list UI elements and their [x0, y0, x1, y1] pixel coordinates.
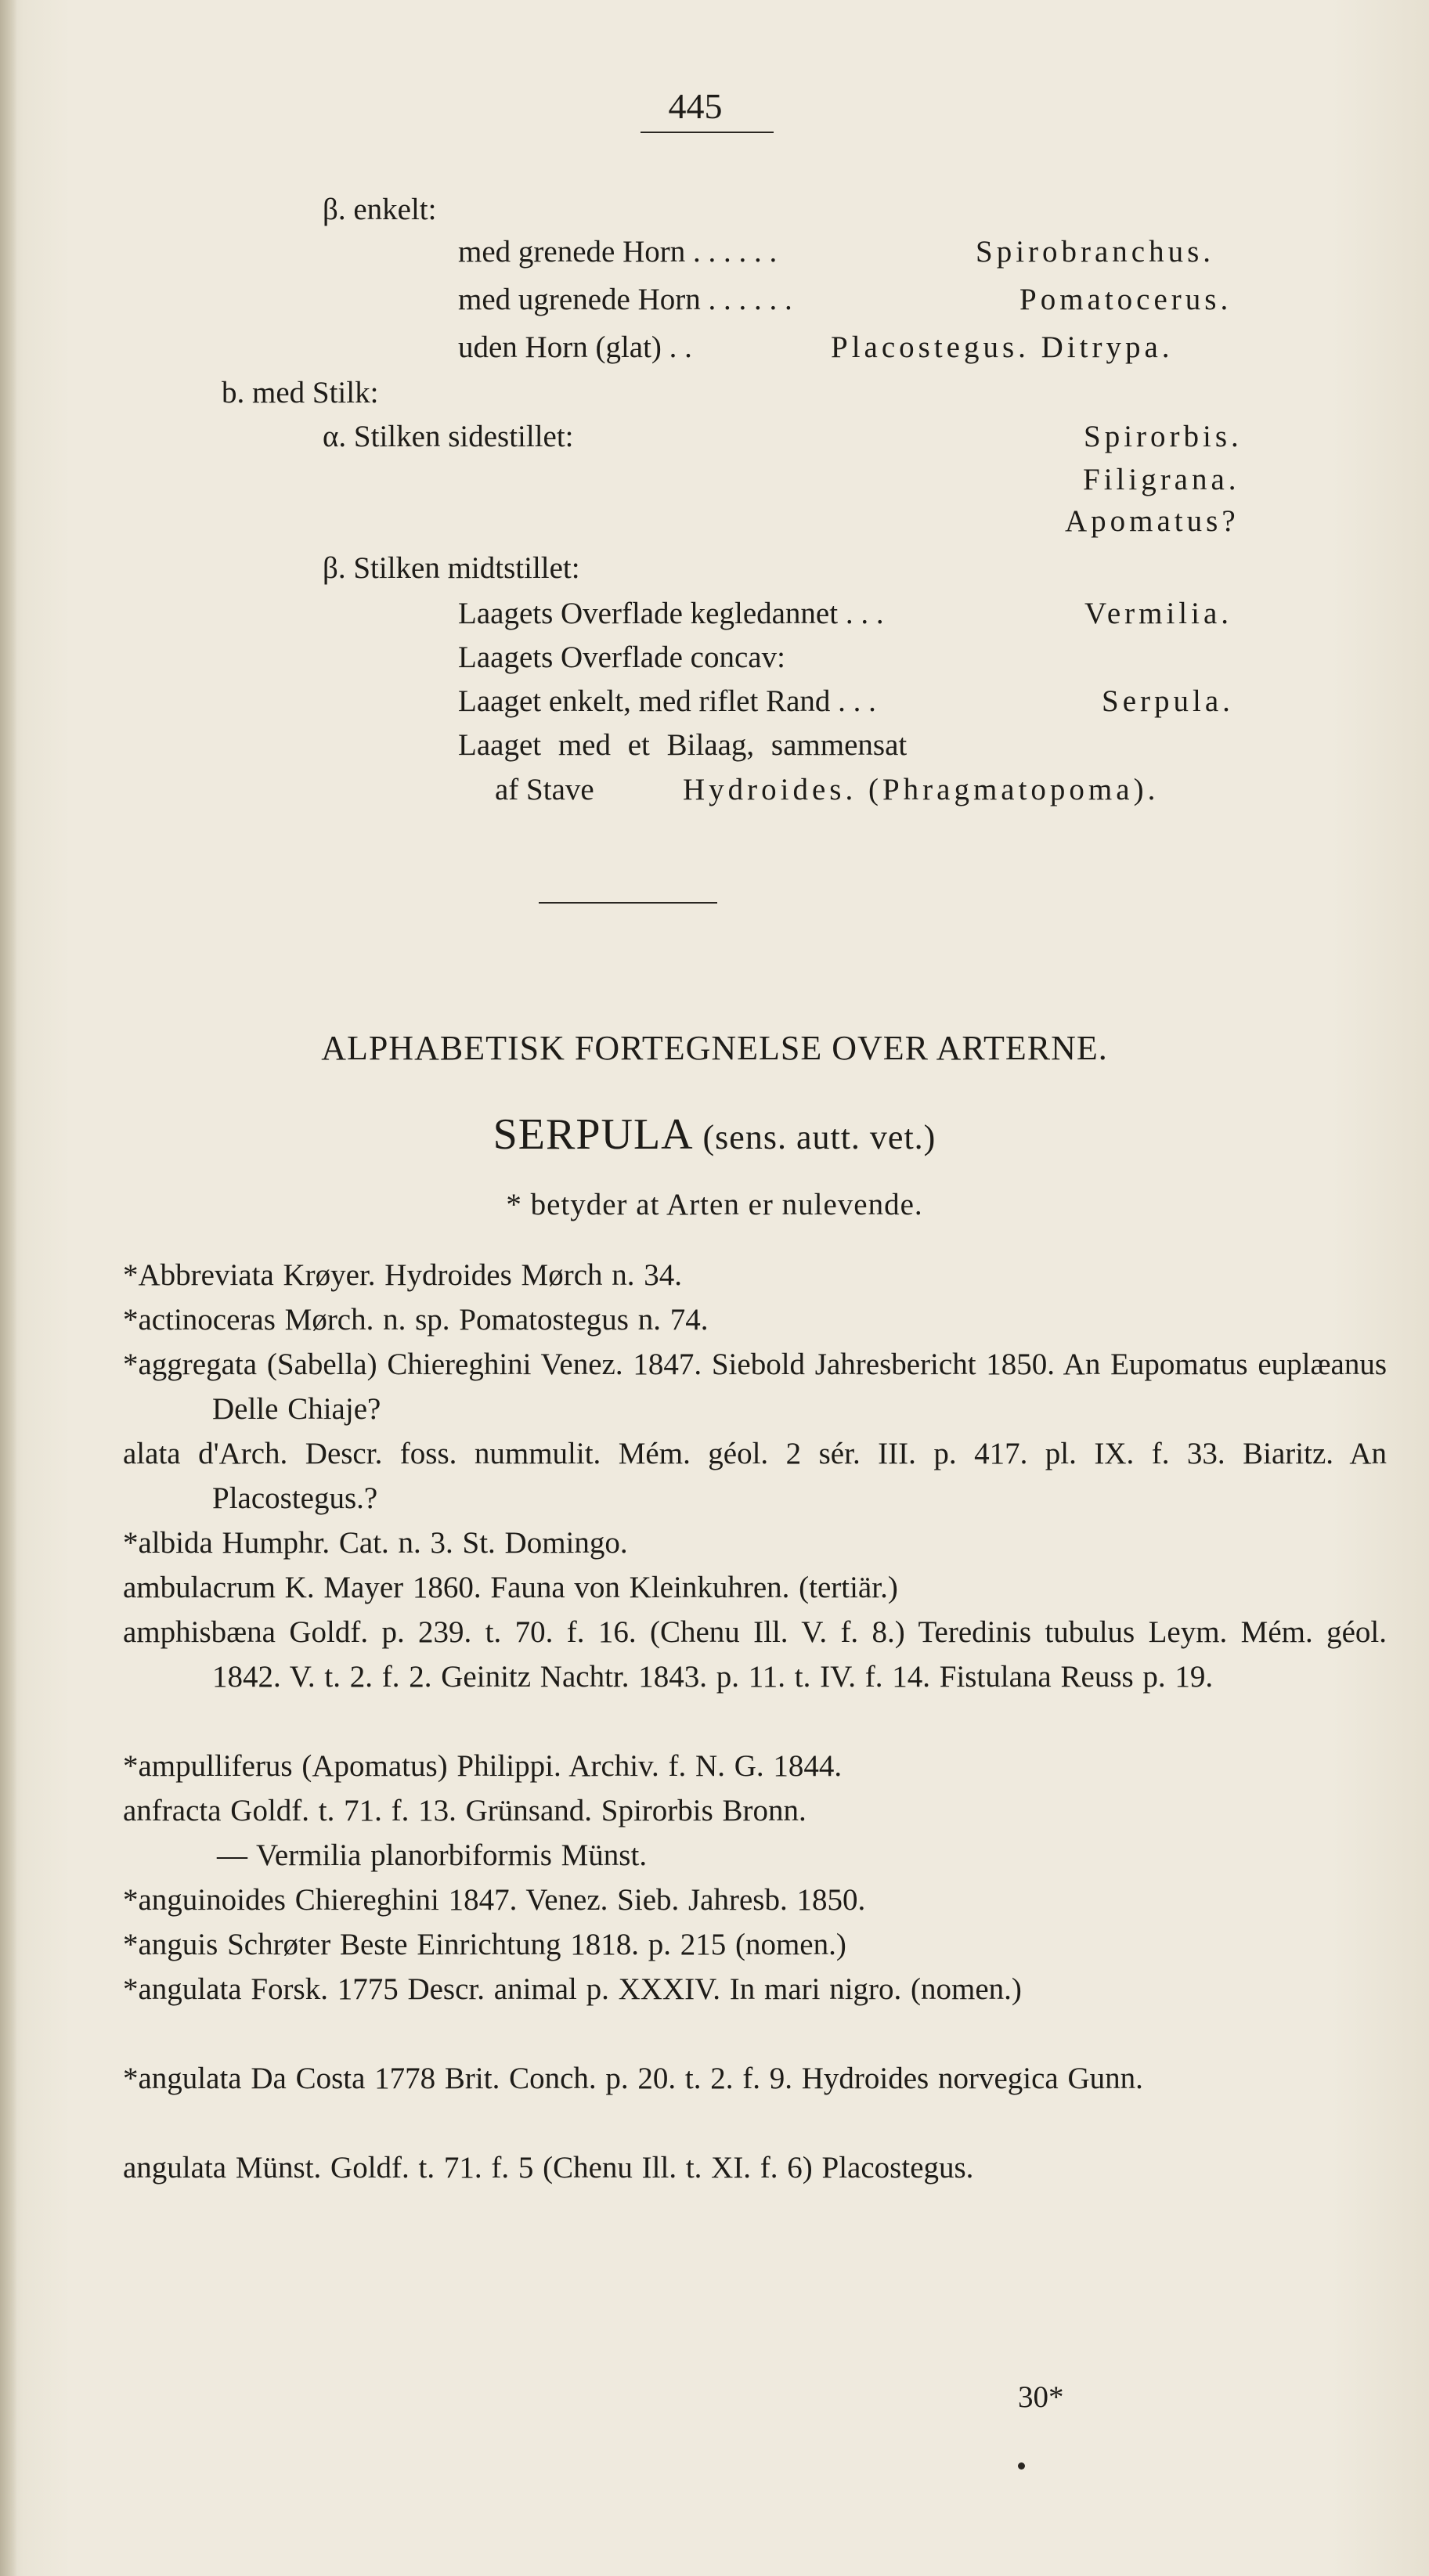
- key-line-label: med grenede Horn . . . . . .: [458, 235, 778, 269]
- key-line-genus: Spirorbis.: [1084, 420, 1243, 453]
- species-entry: ambulacrum K. Mayer 1860. Fauna von Kleinkuhren. (tertiär.): [123, 1571, 898, 1604]
- key-line-label: af Stave: [495, 773, 594, 806]
- key-line-beta-enkelt: β. enkelt:: [323, 193, 437, 226]
- key-line-label: Laaget enkelt, med riflet Rand . . .: [458, 684, 876, 718]
- section-divider: [539, 902, 717, 904]
- page-binding-edge: [0, 0, 17, 2576]
- section-heading: ALPHABETISK FORTEGNELSE OVER ARTERNE.: [321, 1029, 1108, 1067]
- species-entry: angulata Münst. Goldf. t. 71. f. 5 (Chenu Ill. t. XI. f. 6) Placostegus.: [123, 2151, 974, 2185]
- key-line-label: Laagets Overflade concav:: [458, 640, 785, 674]
- key-line-label: α. Stilken sidestillet:: [323, 420, 574, 453]
- species-entry: *angulata Da Costa 1778 Brit. Conch. p. 20. t. 2. f. 9. Hydroides norvegica Gunn.: [123, 2062, 1143, 2095]
- key-line-genus: Spirobranchus.: [976, 235, 1215, 269]
- page-number-rule: [641, 132, 774, 133]
- species-entry: anfracta Goldf. t. 71. f. 13. Grünsand. Spirorbis Bronn.: [123, 1794, 807, 1827]
- species-entry: — Vermilia planorbiformis Münst.: [217, 1838, 648, 1872]
- key-line-genus: Serpula.: [1102, 684, 1234, 718]
- key-line-genus: Pomatocerus.: [1019, 283, 1232, 316]
- key-line-b-med-stilk: b. med Stilk:: [222, 376, 379, 409]
- key-line-label: med ugrenede Horn . . . . . .: [458, 283, 792, 316]
- legend-note: * betyder at Arten er nulevende.: [506, 1188, 923, 1221]
- key-line-label: Laagets Overflade kegledannet . . .: [458, 597, 884, 630]
- key-line-genus: Vermilia.: [1084, 597, 1233, 630]
- signature-mark: 30*: [1018, 2380, 1064, 2414]
- species-entry: amphisbæna Goldf. p. 239. t. 70. f. 16. (Chenu Ill. V. f. 8.) Teredinis tubulus Leym. Mém. géol. 1842. V. t. 2. f. 2. Geinitz Nachtr. 1843. p. 11. t. IV. f. 14. Fistulana Reuss p. 19.: [123, 1615, 1387, 1694]
- key-line-beta-midtstillet: β. Stilken midtstillet:: [323, 551, 580, 585]
- species-entry: *angulata Forsk. 1775 Descr. animal p. XXXIV. In mari nigro. (nomen.): [123, 1972, 1022, 2006]
- key-line-label: uden Horn (glat) . .: [458, 330, 692, 364]
- species-entry: *actinoceras Mørch. n. sp. Pomatostegus n. 74.: [123, 1303, 709, 1337]
- genus-heading-paren: (sens. autt. vet.): [702, 1118, 936, 1156]
- species-entry: *ampulliferus (Apomatus) Philippi. Archiv. f. N. G. 1844.: [123, 1749, 843, 1783]
- ink-speck: [1018, 2462, 1025, 2470]
- key-line-genus: Filigrana.: [1083, 463, 1240, 496]
- key-line-genus: Apomatus?: [1065, 504, 1240, 538]
- species-entry: *anguinoides Chiereghini 1847. Venez. Sieb. Jahresb. 1850.: [123, 1883, 866, 1917]
- key-line-genus: Placostegus. Ditrypa.: [831, 330, 1174, 364]
- species-entry: *aggregata (Sabella) Chiereghini Venez. 1847. Siebold Jahresbericht 1850. An Eupomatus euplæanus Delle Chiaje?: [123, 1348, 1387, 1426]
- key-line-label: Laaget med et Bilaag, sammensat: [458, 728, 908, 762]
- page-number: 445: [668, 86, 723, 126]
- key-line-genus: Hydroides. (Phragmatopoma).: [683, 773, 1160, 806]
- genus-heading: [0, 1109, 1429, 1164]
- species-entry: *albida Humphr. Cat. n. 3. St. Domingo.: [123, 1526, 628, 1560]
- species-entry: alata d'Arch. Descr. foss. nummulit. Mém. géol. 2 sér. III. p. 417. pl. IX. f. 33. Biaritz. An Placostegus.?: [123, 1437, 1387, 1515]
- species-entry: *Abbreviata Krøyer. Hydroides Mørch n. 34.: [123, 1258, 682, 1292]
- species-entry: *anguis Schrøter Beste Einrichtung 1818. p. 215 (nomen.): [123, 1928, 846, 1961]
- genus-heading-main: SERPULA: [493, 1110, 691, 1159]
